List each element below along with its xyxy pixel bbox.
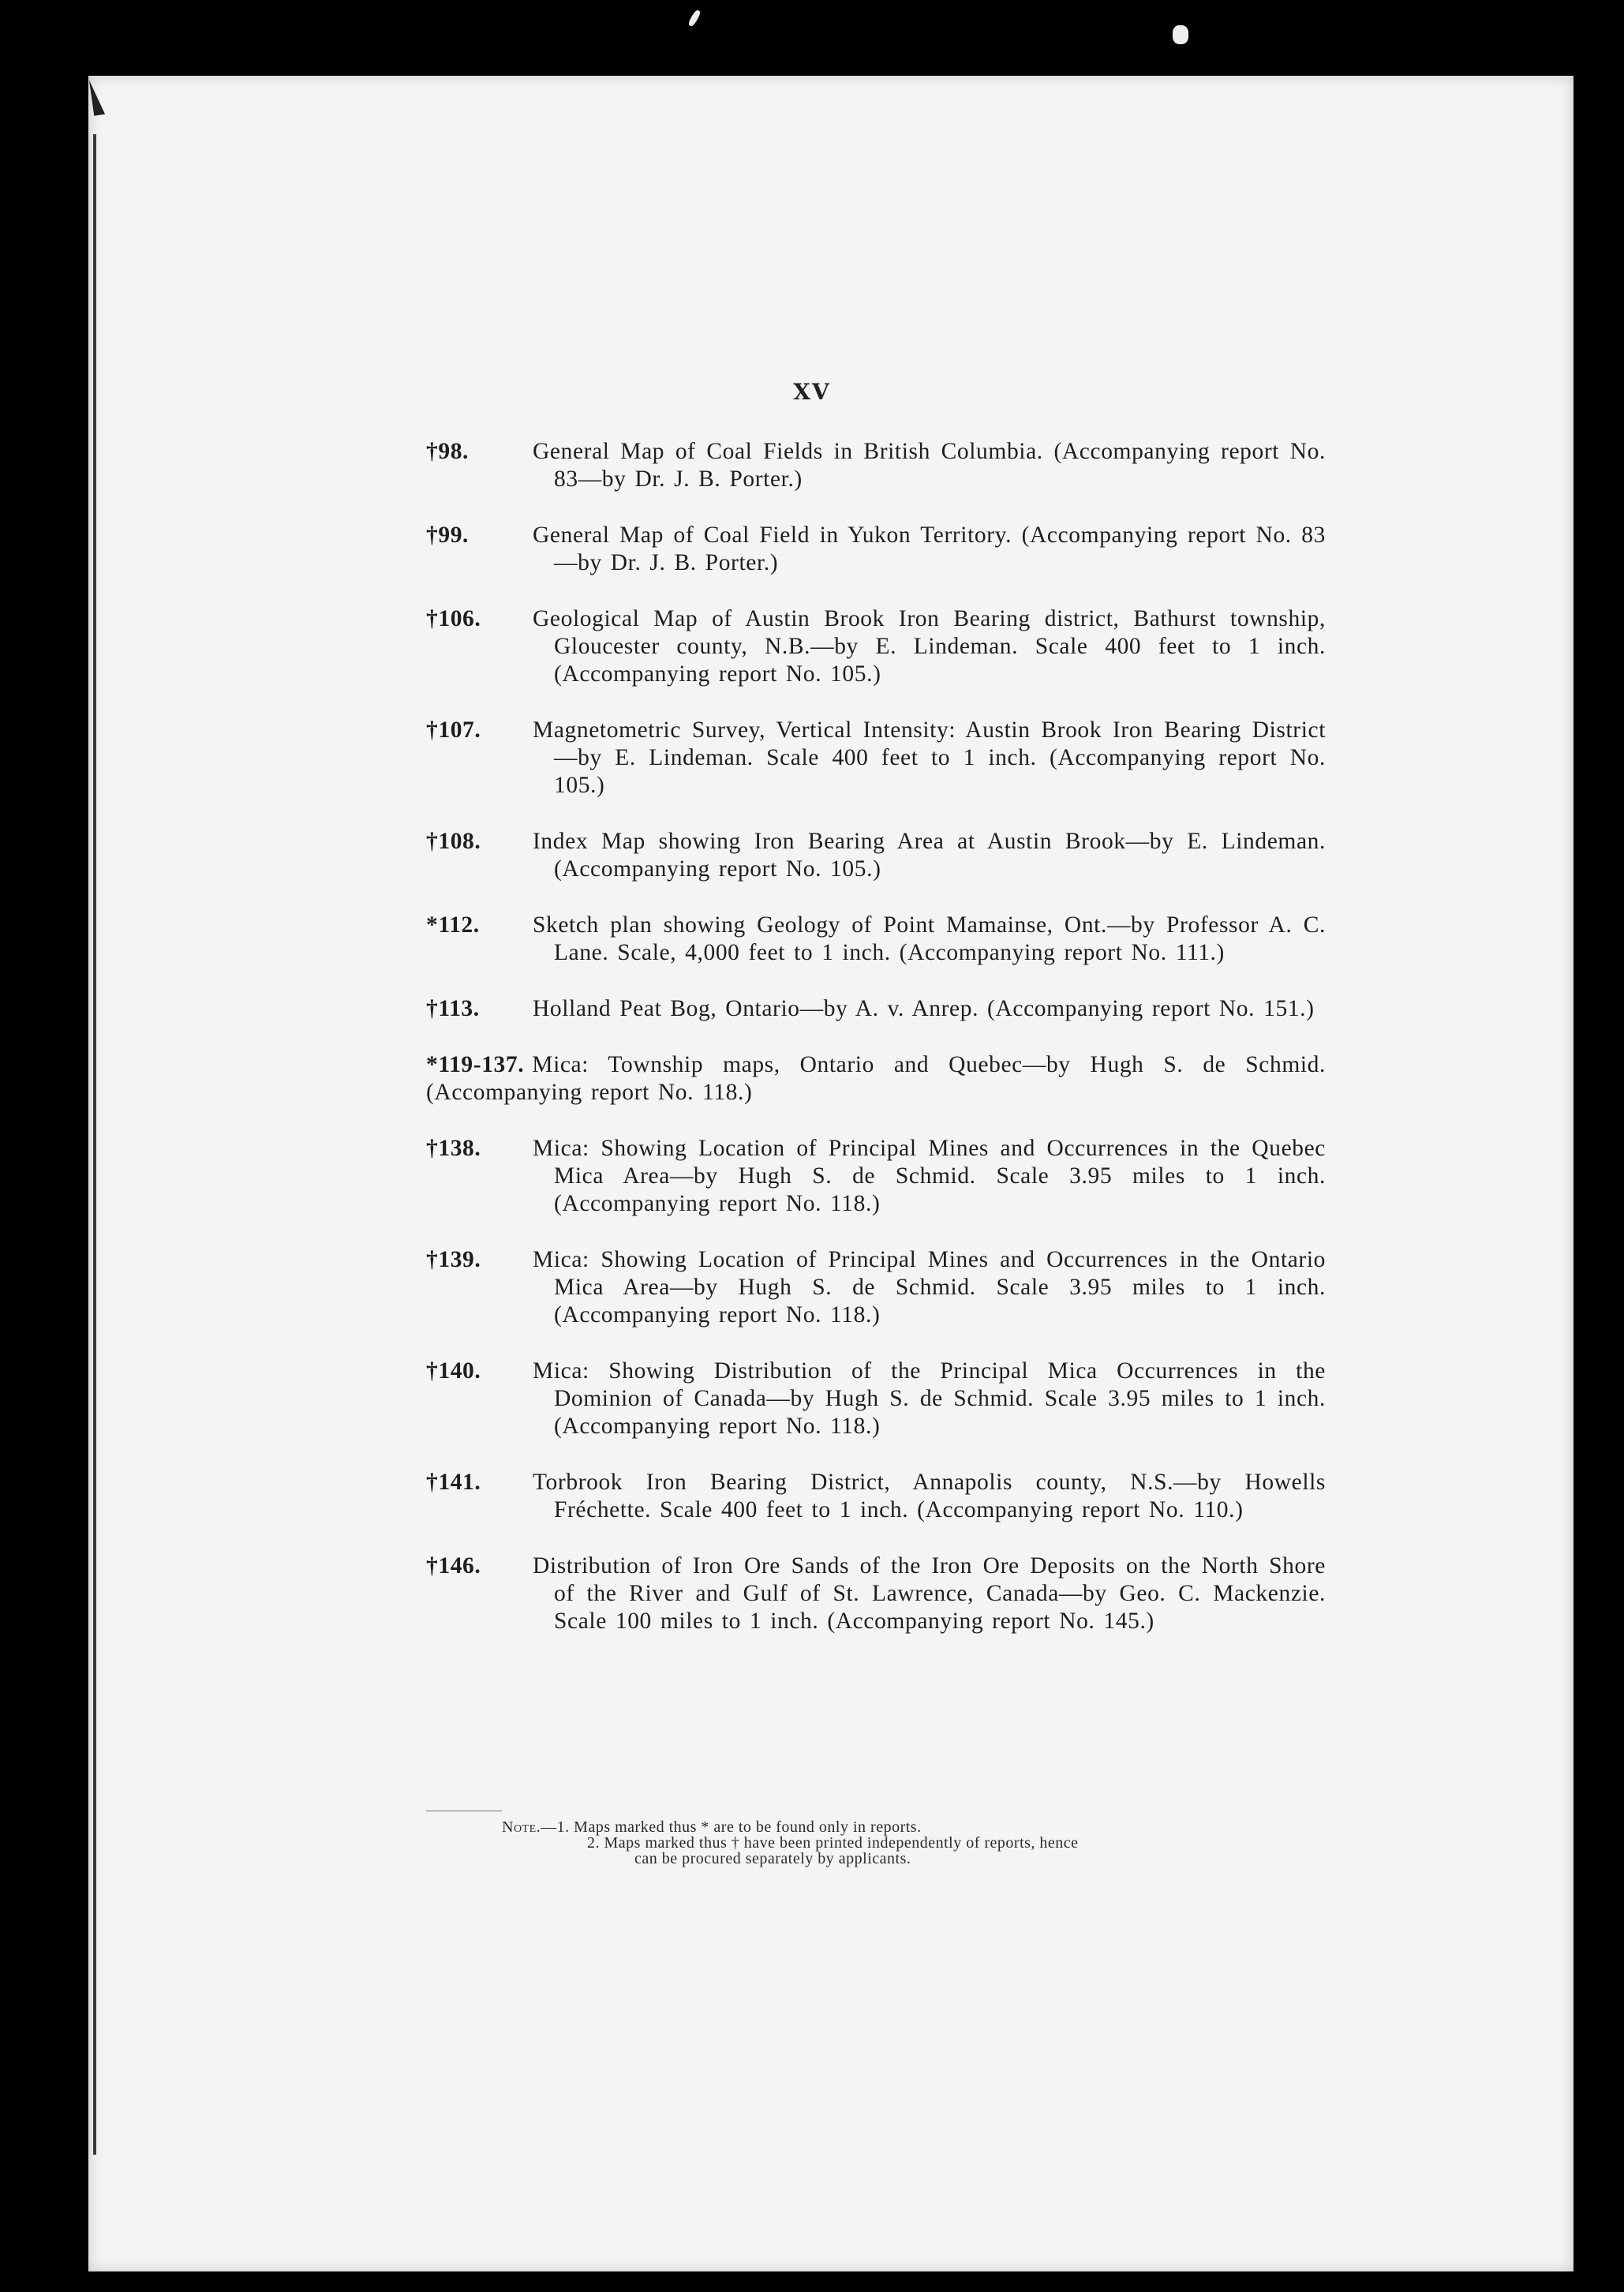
map-entry (426, 438, 1326, 493)
map-entry-number: †146. (426, 1553, 481, 1579)
map-entry-number: †99. (426, 522, 470, 548)
footnote-text-1: 1. Maps marked thus * are to be found only in reports. (556, 1818, 922, 1836)
map-entry (426, 1358, 1326, 1440)
map-entry-description: Mica: Township maps, Ontario and Quebec—by Hugh S. de Schmid. (Accompanying report No. 118.) (426, 1052, 1326, 1105)
map-entry-number: †139. (426, 1247, 481, 1272)
footnote-line-2: 2. Maps marked thus † have been printed independently of reports, hence (587, 1834, 1079, 1852)
footnote-line-3: can be procured separately by applicants. (634, 1850, 911, 1867)
map-entry-description: General Map of Coal Fields in British Columbia. (Accompanying report No. 83—by Dr. J. B. Porter.) (533, 439, 1326, 492)
map-entry (426, 717, 1326, 800)
map-entry-description: Geological Map of Austin Brook Iron Bearing district, Bathurst township, Gloucester county, N.B.—by E. Lindeman. Scale 400 feet to 1 inch. (Accompanying report No. 105.) (533, 606, 1326, 687)
map-entry-description: Holland Peat Bog, Ontario—by A. v. Anrep. (Accompanying report No. 151.) (533, 996, 1315, 1021)
map-entry (426, 1051, 1326, 1107)
map-entry (426, 1552, 1326, 1635)
map-entry-number: †140. (426, 1358, 481, 1384)
scan-speck (687, 9, 702, 27)
map-entry-description: Sketch plan showing Geology of Point Mamainse, Ont.—by Professor A. C. Lane. Scale, 4,000 feet to 1 inch. (Accompanying report No. 111.) (533, 912, 1326, 965)
map-entry-number: †141. (426, 1470, 481, 1495)
map-entry-number: *119-137. (426, 1052, 525, 1077)
map-entry (426, 995, 1326, 1023)
map-entry (426, 605, 1326, 688)
binding-edge (93, 134, 96, 2155)
map-entry-number: †98. (426, 439, 470, 464)
map-entry-description: General Map of Coal Field in Yukon Territory. (Accompanying report No. 83—by Dr. J. B. Porter.) (533, 522, 1326, 575)
map-entry-number: †138. (426, 1136, 481, 1161)
scan-speck (1173, 25, 1188, 44)
map-list (426, 438, 1326, 1664)
map-entry-description: Mica: Showing Location of Principal Mines and Occurrences in the Ontario Mica Area—by Hugh S. de Schmid. Scale 3.95 miles to 1 inch. (Accompanying report No. 118.) (533, 1247, 1326, 1328)
map-entry-number: †106. (426, 606, 481, 631)
map-entry-number: †113. (426, 996, 480, 1021)
map-entry (426, 828, 1326, 883)
map-entry (426, 1246, 1326, 1329)
footnote-line-1 (502, 1819, 1330, 1835)
map-entry (426, 1469, 1326, 1524)
map-entry (426, 912, 1326, 967)
map-entry (426, 522, 1326, 577)
map-entry-number: †108. (426, 829, 481, 854)
map-entry-number: †107. (426, 717, 481, 743)
map-entry-description: Torbrook Iron Bearing District, Annapolis county, N.S.—by Howells Fréchette. Scale 400 feet to 1 inch. (Accompanying report No. 110.) (533, 1470, 1326, 1522)
map-entry (426, 1135, 1326, 1218)
map-entry-number: *112. (426, 912, 480, 938)
map-entry-description: Mica: Showing Location of Principal Mines and Occurrences in the Quebec Mica Area—by Hugh S. de Schmid. Scale 3.95 miles to 1 inch. (Accompanying report No. 118.) (533, 1136, 1326, 1216)
footnote-label: Note.— (502, 1818, 557, 1836)
map-entry-description: Magnetometric Survey, Vertical Intensity: Austin Brook Iron Bearing District—by E. Lindeman. Scale 400 feet to 1 inch. (Accompanying report No. 105.) (533, 717, 1326, 798)
map-entry-description: Mica: Showing Distribution of the Principal Mica Occurrences in the Dominion of Canada—by Hugh S. de Schmid. Scale 3.95 miles to 1 inch. (Accompanying report No. 118.) (533, 1358, 1326, 1439)
map-entry-description: Distribution of Iron Ore Sands of the Iron Ore Deposits on the North Shore of the River and Gulf of St. Lawrence, Canada—by Geo. C. Mackenzie. Scale 100 miles to 1 inch. (Accompanying report No. 145.) (533, 1553, 1326, 1634)
map-entry-description: Index Map showing Iron Bearing Area at Austin Brook—by E. Lindeman. (Accompanying report No. 105.) (533, 829, 1326, 882)
footnote (502, 1819, 1330, 1867)
page-number: XV (793, 379, 831, 405)
